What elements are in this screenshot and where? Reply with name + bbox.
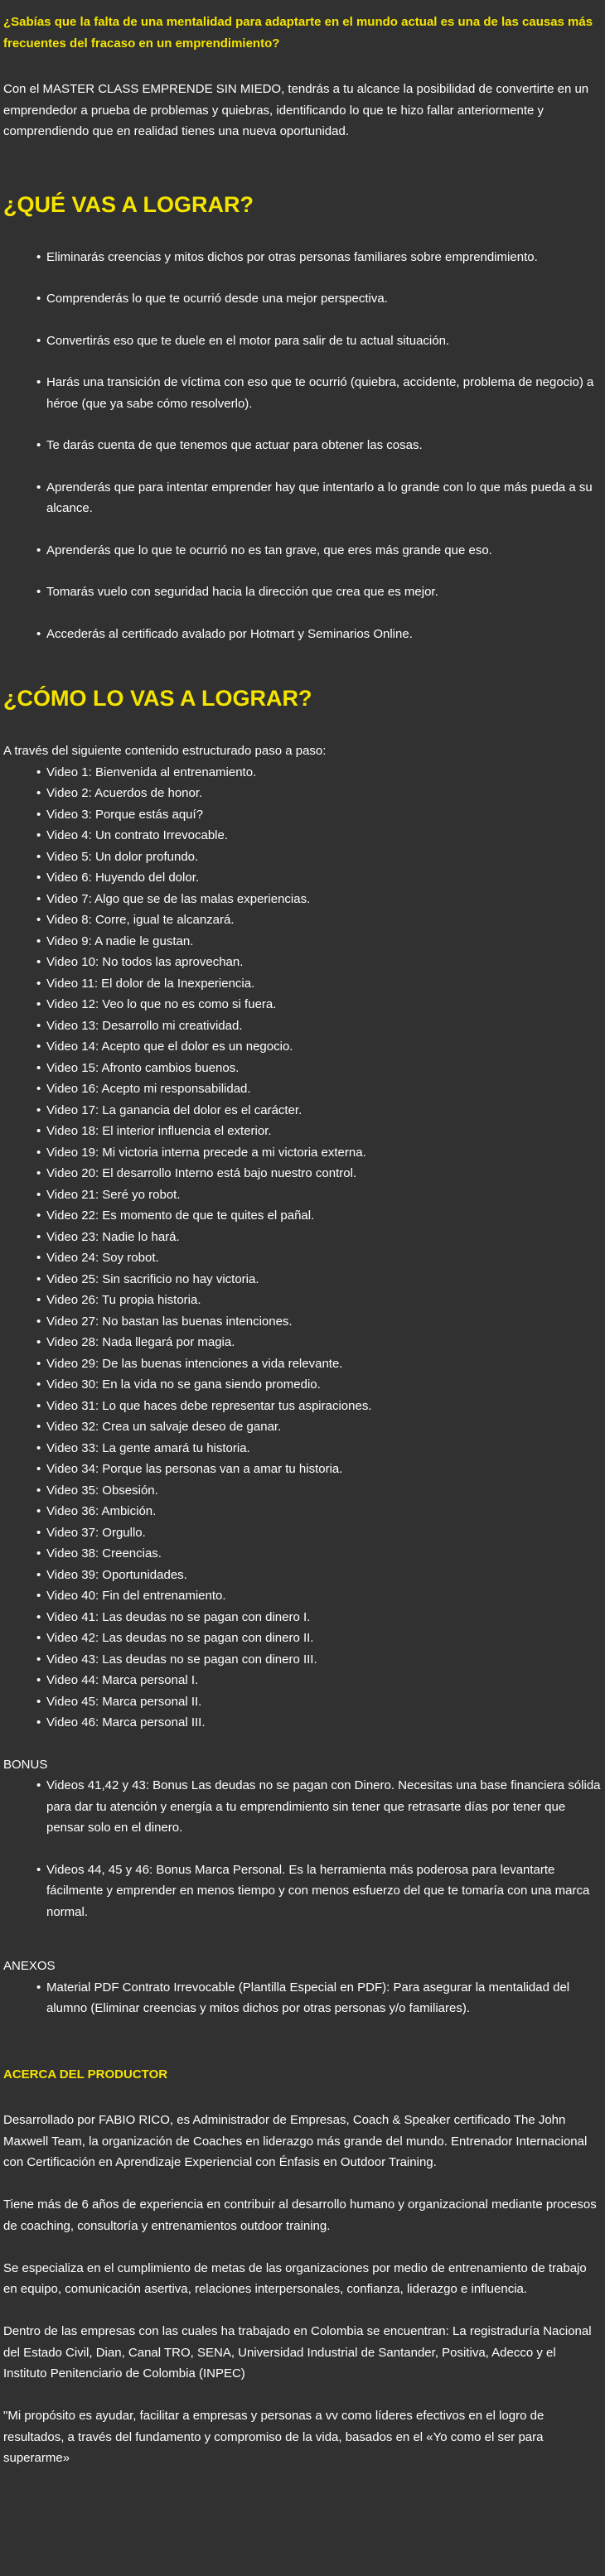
video-item: • Video 44: Marca personal I. [36,1670,602,1691]
video-item: • Video 13: Desarrollo mi creatividad. [36,1015,602,1037]
video-item: • Video 22: Es momento de que te quites el pañal. [36,1205,602,1227]
producer-paragraph: Desarrollado por FABIO RICO, es Administrador de Empresas, Coach & Speaker certificado The John Maxwell Team, la organización de Coaches en liderazgo más grande del mundo. Entrenador Internacional con Certificación en Aprendizaje Experiencial con Énfasis en Outdoor Training. [3,2113,588,2169]
video-item: • Video 15: Afronto cambios buenos. [36,1058,602,1079]
video-item: • Video 18: El interior influencia el exterior. [36,1121,602,1142]
benefit-item: • Comprenderás lo que te ocurrió desde una mejor perspectiva. [36,288,602,310]
producer-paragraph: Tiene más de 6 años de experiencia en contribuir al desarrollo humano y organizacional mediante procesos de coaching, consultoría y entrenamientos outdoor training. [3,2197,597,2233]
anexos-label: ANEXOS [3,1959,56,1973]
video-item: • Video 9: A nadie le gustan. [36,931,602,953]
video-item: • Video 29: De las buenas intenciones a vida relevante. [36,1353,602,1375]
bonus-item: • Videos 44, 45 y 46: Bonus Marca Personal. Es la herramienta más poderosa para levantarte fácilmente y emprender en menos tiempo y con menos esfuerzo del que te tomaría con una marca normal. [36,1860,602,1923]
video-item: • Video 45: Marca personal II. [36,1691,602,1713]
video-item: • Video 8: Corre, igual te alcanzará. [36,909,602,931]
benefit-item: • Harás una transición de víctima con eso que te ocurrió (quiebra, accidente, problema de negocio) a héroe (que ya sabe cómo resolverlo). [36,372,602,414]
bonus-item: • Videos 41,42 y 43: Bonus Las deudas no se pagan con Dinero. Necesitas una base financiera sólida para dar tu atención y energía a tu emprendimiento sin tener que retrasarte días por tener que pensar solo en el dinero. [36,1775,602,1839]
video-item: • Video 26: Tu propia historia. [36,1290,602,1311]
video-item: • Video 30: En la vida no se gana siendo promedio. [36,1374,602,1396]
video-item: • Video 12: Veo lo que no es como si fuera. [36,994,602,1015]
benefit-item: • Eliminarás creencias y mitos dichos por otras personas familiares sobre emprendimiento. [36,247,602,268]
benefit-item: • Convertirás eso que te duele en el motor para salir de tu actual situación. [36,330,602,352]
video-item: • Video 34: Porque las personas van a amar tu historia. [36,1459,602,1480]
benefit-item: • Accederás al certificado avalado por Hotmart y Seminarios Online. [36,624,602,645]
video-item: • Video 28: Nada llegará por magia. [36,1332,602,1353]
video-item: • Video 25: Sin sacrificio no hay victoria. [36,1269,602,1290]
how-heading: ¿CÓMO LO VAS A LOGRAR? [3,686,312,711]
video-item: • Video 19: Mi victoria interna precede a mi victoria externa. [36,1142,602,1164]
bonus-list [3,1775,602,1922]
video-item: • Video 6: Huyendo del dolor. [36,867,602,889]
benefit-item: • Tomarás vuelo con seguridad hacia la dirección que crea que es mejor. [36,581,602,603]
video-item: • Video 14: Acepto que el dolor es un negocio. [36,1036,602,1058]
benefits-list [3,247,602,645]
video-item: • Video 39: Oportunidades. [36,1565,602,1586]
video-item: • Video 24: Soy robot. [36,1247,602,1269]
video-item: • Video 37: Orgullo. [36,1522,602,1544]
hook-question: ¿Sabías que la falta de una mentalidad para adaptarte en el mundo actual es una de las causas más frecuentes del fracaso en un emprendimiento? [3,15,593,51]
video-item: • Video 21: Seré yo robot. [36,1184,602,1206]
benefit-item: • Aprenderás que para intentar emprender hay que intentarlo a lo grande con lo que más pueda a su alcance. [36,477,602,519]
producer-bio [3,2110,602,2469]
video-item: • Video 35: Obsesión. [36,1480,602,1502]
bonus-label: BONUS [3,1757,48,1772]
video-item: • Video 27: No bastan las buenas intenciones. [36,1311,602,1333]
video-item: • Video 38: Creencias. [36,1543,602,1565]
video-item: • Video 1: Bienvenida al entrenamiento. [36,762,602,784]
video-item: • Video 36: Ambición. [36,1501,602,1522]
video-item: • Video 11: El dolor de la Inexperiencia. [36,973,602,995]
video-item: • Video 42: Las deudas no se pagan con dinero II. [36,1628,602,1649]
producer-paragraph: "Mi propósito es ayudar, facilitar a empresas y personas a vv como líderes efectivos en el logro de resultados, a través del fundamento y compromiso de la vida, basados en el «Yo como el ser para superarme» [3,2409,544,2465]
video-item: • Video 32: Crea un salvaje deseo de ganar. [36,1416,602,1438]
video-item: • Video 17: La ganancia del dolor es el carácter. [36,1100,602,1122]
anexos-list [3,1977,602,2019]
benefit-item: • Aprenderás que lo que te ocurrió no es tan grave, que eres más grande que eso. [36,540,602,562]
video-item: • Video 10: No todos las aprovechan. [36,952,602,973]
producer-heading: ACERCA DEL PRODUCTOR [3,2067,168,2082]
video-item: • Video 5: Un dolor profundo. [36,847,602,868]
what-heading: ¿QUÉ VAS A LOGRAR? [3,191,254,217]
producer-paragraph: Dentro de las empresas con las cuales ha trabajado en Colombia se encuentran: La registraduría Nacional del Estado Civil, Dian, Canal TRO, SENA, Universidad Industrial de Santander, Positiva, Adecco y el Instituto Penitenciario de Colombia (INPEC) [3,2324,592,2381]
video-item: • Video 2: Acuerdos de honor. [36,783,602,804]
benefit-item: • Te darás cuenta de que tenemos que actuar para obtener las cosas. [36,435,602,456]
video-item: • Video 4: Un contrato Irrevocable. [36,825,602,847]
video-item: • Video 3: Porque estás aquí? [36,804,602,826]
video-item: • Video 23: Nadie lo hará. [36,1227,602,1248]
video-item: • Video 16: Acepto mi responsabilidad. [36,1078,602,1100]
producer-paragraph: Se especializa en el cumplimiento de metas de las organizaciones por medio de entrenamiento de trabajo en equipo, comunicación asertiva, relaciones interpersonales, confianza, liderazgo e influencia. [3,2260,587,2296]
anexo-item: • Material PDF Contrato Irrevocable (Plantilla Especial en PDF): Para asegurar la mentalidad del alumno (Eliminar creencias y mitos dichos por otras personas y/o familiares). [36,1977,602,2019]
intro-paragraph: Con el MASTER CLASS EMPRENDE SIN MIEDO, tendrás a tu alcance la posibilidad de convertirte en un emprendedor a prueba de problemas y quiebras, identificando lo que te hizo fallar anteriormente y comprendiendo que en realidad tienes una nueva oportunidad. [3,82,589,138]
video-item: • Video 41: Las deudas no se pagan con dinero I. [36,1607,602,1628]
how-intro: A través del siguiente contenido estructurado paso a paso: [3,744,327,758]
videos-list [3,762,602,1734]
video-item: • Video 40: Fin del entrenamiento. [36,1585,602,1607]
video-item: • Video 43: Las deudas no se pagan con dinero III. [36,1649,602,1671]
video-item: • Video 46: Marca personal III. [36,1712,602,1734]
video-item: • Video 20: El desarrollo Interno está bajo nuestro control. [36,1163,602,1184]
video-item: • Video 7: Algo que se de las malas experiencias. [36,889,602,910]
video-item: • Video 31: Lo que haces debe representar tus aspiraciones. [36,1396,602,1417]
video-item: • Video 33: La gente amará tu historia. [36,1438,602,1459]
